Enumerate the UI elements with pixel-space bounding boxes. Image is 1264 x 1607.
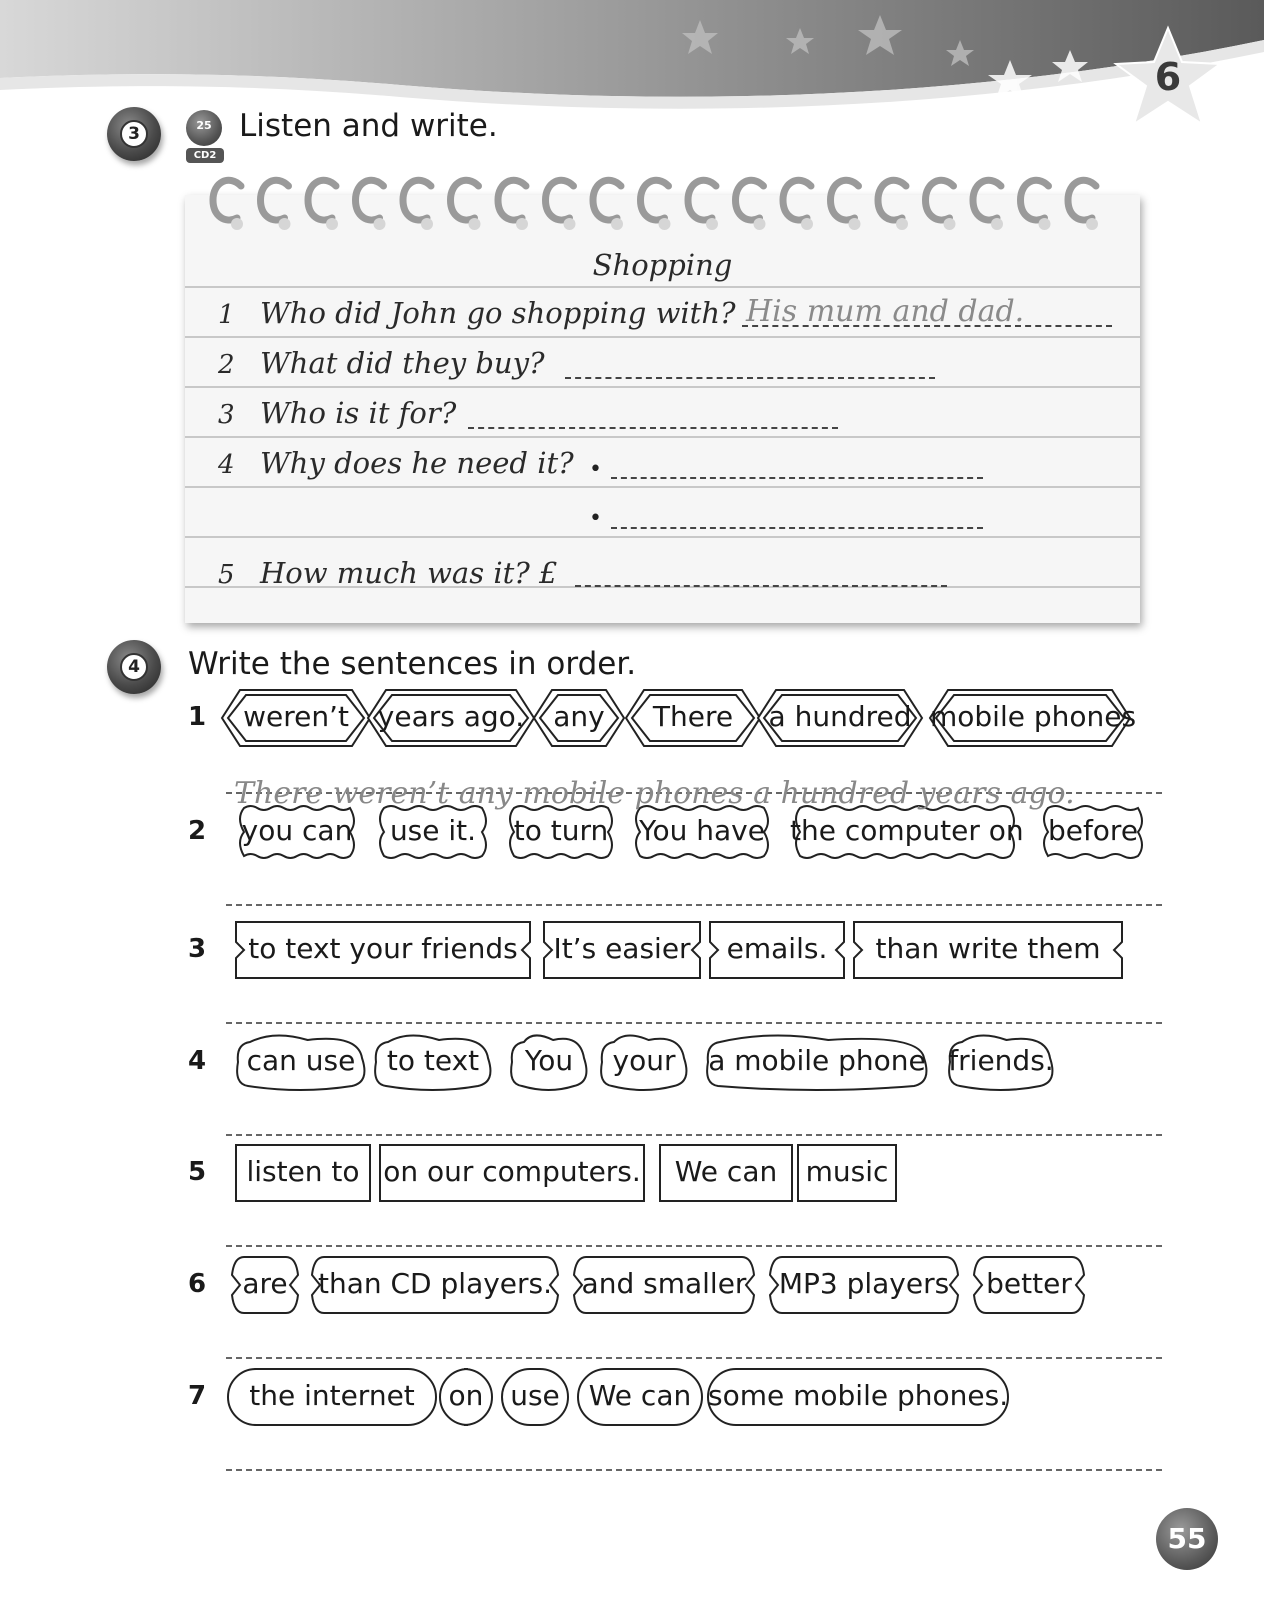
sentence-number: 7 xyxy=(188,1381,207,1411)
sentence-number: 3 xyxy=(188,934,207,964)
spiral-hole xyxy=(231,218,243,230)
word-card[interactable]: MP3 players xyxy=(778,1267,950,1300)
spiral-ring xyxy=(926,180,954,220)
word-card[interactable]: It’s easier xyxy=(553,932,691,965)
word-card[interactable]: to turn xyxy=(513,814,609,847)
spiral-hole xyxy=(801,218,813,230)
word-card[interactable]: you can xyxy=(241,814,353,847)
spiral-ring xyxy=(546,180,574,220)
answer-blank[interactable] xyxy=(565,377,935,379)
spiral-hole xyxy=(564,218,576,230)
question-text: Why does he need it? xyxy=(260,446,574,480)
word-card[interactable]: the computer on xyxy=(790,814,1024,847)
sentence-number: 4 xyxy=(188,1046,207,1076)
track-number: 25 xyxy=(196,119,212,132)
spiral-hole xyxy=(1039,218,1051,230)
spiral-ring xyxy=(593,180,621,220)
question-number: 1 xyxy=(218,300,235,330)
spiral-hole xyxy=(1086,218,1098,230)
sentence-number: 1 xyxy=(188,702,207,732)
notepad-rule xyxy=(185,386,1140,388)
spiral-ring xyxy=(1068,180,1096,220)
word-card[interactable]: before xyxy=(1047,814,1139,847)
spiral-hole xyxy=(706,218,718,230)
answer-blank[interactable] xyxy=(575,585,947,587)
word-card[interactable]: on our computers. xyxy=(383,1155,641,1188)
spiral-hole xyxy=(279,218,291,230)
answer-line[interactable] xyxy=(226,1469,1162,1471)
question-number: 5 xyxy=(218,560,235,590)
answer-line[interactable] xyxy=(226,1022,1162,1024)
word-card[interactable]: mobile phones xyxy=(930,700,1137,733)
question-text: How much was it? £ xyxy=(260,556,558,590)
spiral-hole xyxy=(754,218,766,230)
question-text: What did they buy? xyxy=(260,346,545,380)
spiral-hole xyxy=(326,218,338,230)
spiral-ring xyxy=(1021,180,1049,220)
question-number: 2 xyxy=(218,350,235,380)
spiral-hole xyxy=(991,218,1003,230)
spiral-ring xyxy=(831,180,859,220)
sentence-number: 5 xyxy=(188,1157,207,1187)
question-text: Who did John go shopping with? xyxy=(260,296,736,330)
exercise-4-instruction: Write the sentences in order. xyxy=(188,646,637,682)
word-card[interactable]: your xyxy=(612,1044,676,1077)
word-card[interactable]: emails. xyxy=(726,932,828,965)
question-number: 4 xyxy=(218,450,235,480)
word-card[interactable]: are xyxy=(242,1267,288,1300)
exercise-4-badge xyxy=(107,640,161,694)
spiral-hole xyxy=(611,218,623,230)
notepad-rule xyxy=(185,536,1140,538)
spiral-ring xyxy=(213,180,241,220)
exercise-3-badge xyxy=(107,107,161,161)
spiral-ring xyxy=(688,180,716,220)
unit-number: 6 xyxy=(1154,55,1182,99)
spiral-rings xyxy=(205,172,1115,242)
exercise-4-number: 4 xyxy=(120,653,148,681)
spiral-ring xyxy=(403,180,431,220)
word-card[interactable]: on xyxy=(448,1379,484,1412)
sentence-number: 6 xyxy=(188,1269,207,1299)
word-card[interactable]: There xyxy=(652,700,734,733)
word-card[interactable]: years ago. xyxy=(377,700,525,733)
word-card[interactable]: some mobile phones. xyxy=(708,1379,1009,1412)
answer-line[interactable] xyxy=(226,1134,1162,1136)
audio-track-icon[interactable] xyxy=(186,110,226,166)
word-card[interactable]: You have xyxy=(639,814,765,847)
sentence-number: 2 xyxy=(188,816,207,846)
word-card[interactable]: and smaller xyxy=(581,1267,747,1300)
spiral-hole xyxy=(421,218,433,230)
spiral-ring xyxy=(356,180,384,220)
word-card[interactable]: a hundred xyxy=(768,700,912,733)
question-number: 3 xyxy=(218,400,235,430)
word-card[interactable]: better xyxy=(986,1267,1072,1300)
spiral-ring xyxy=(308,180,336,220)
word-card[interactable]: the internet xyxy=(249,1379,415,1412)
notepad-rule xyxy=(185,286,1140,288)
word-card[interactable]: than write them xyxy=(875,932,1101,965)
word-card[interactable]: music xyxy=(805,1155,889,1188)
example-answer: His mum and dad. xyxy=(746,294,1025,329)
spiral-hole xyxy=(469,218,481,230)
spiral-ring xyxy=(878,180,906,220)
notepad-rule xyxy=(185,336,1140,338)
answer-line[interactable] xyxy=(226,1245,1162,1247)
word-card[interactable]: than CD players. xyxy=(317,1267,553,1300)
spiral-ring xyxy=(451,180,479,220)
word-card[interactable]: We can xyxy=(674,1155,778,1188)
spiral-hole xyxy=(374,218,386,230)
notepad-rule xyxy=(185,486,1140,488)
word-card[interactable]: a mobile phone xyxy=(708,1044,926,1077)
word-card[interactable]: can use xyxy=(246,1044,356,1077)
answer-line[interactable] xyxy=(226,1357,1162,1359)
answer-line[interactable] xyxy=(226,904,1162,906)
word-card[interactable]: use xyxy=(510,1379,560,1412)
word-card[interactable]: listen to xyxy=(246,1155,360,1188)
cd-label: CD2 xyxy=(186,148,224,163)
spiral-ring xyxy=(261,180,289,220)
spiral-hole xyxy=(896,218,908,230)
word-card[interactable]: We can xyxy=(588,1379,692,1412)
page-number: 55 xyxy=(1156,1508,1218,1570)
bullet-point: • xyxy=(589,506,602,531)
question-text: Who is it for? xyxy=(260,396,457,430)
word-card[interactable]: to text your friends xyxy=(248,932,518,965)
answer-blank[interactable] xyxy=(611,477,983,479)
answer-blank[interactable] xyxy=(468,427,838,429)
word-card[interactable]: any xyxy=(553,700,605,733)
example-answer: There weren’t any mobile phones a hundred years ago. xyxy=(234,776,1075,811)
word-card[interactable]: use it. xyxy=(389,814,477,847)
spiral-hole xyxy=(849,218,861,230)
spiral-hole xyxy=(659,218,671,230)
word-card[interactable]: weren’t xyxy=(243,700,349,733)
notepad-rule xyxy=(185,436,1140,438)
spiral-ring xyxy=(736,180,764,220)
exercise-3-instruction: Listen and write. xyxy=(239,108,498,144)
spiral-ring xyxy=(783,180,811,220)
word-card[interactable]: friends. xyxy=(948,1044,1054,1077)
spiral-hole xyxy=(944,218,956,230)
word-card[interactable]: You xyxy=(524,1044,574,1077)
spiral-ring xyxy=(641,180,669,220)
answer-blank[interactable] xyxy=(611,527,983,529)
word-card[interactable]: to text xyxy=(386,1044,480,1077)
notepad-title: Shopping xyxy=(592,248,733,282)
spiral-hole xyxy=(516,218,528,230)
bullet-point: • xyxy=(589,457,602,482)
spiral-ring xyxy=(973,180,1001,220)
spiral-ring xyxy=(498,180,526,220)
exercise-3-number: 3 xyxy=(120,120,148,148)
